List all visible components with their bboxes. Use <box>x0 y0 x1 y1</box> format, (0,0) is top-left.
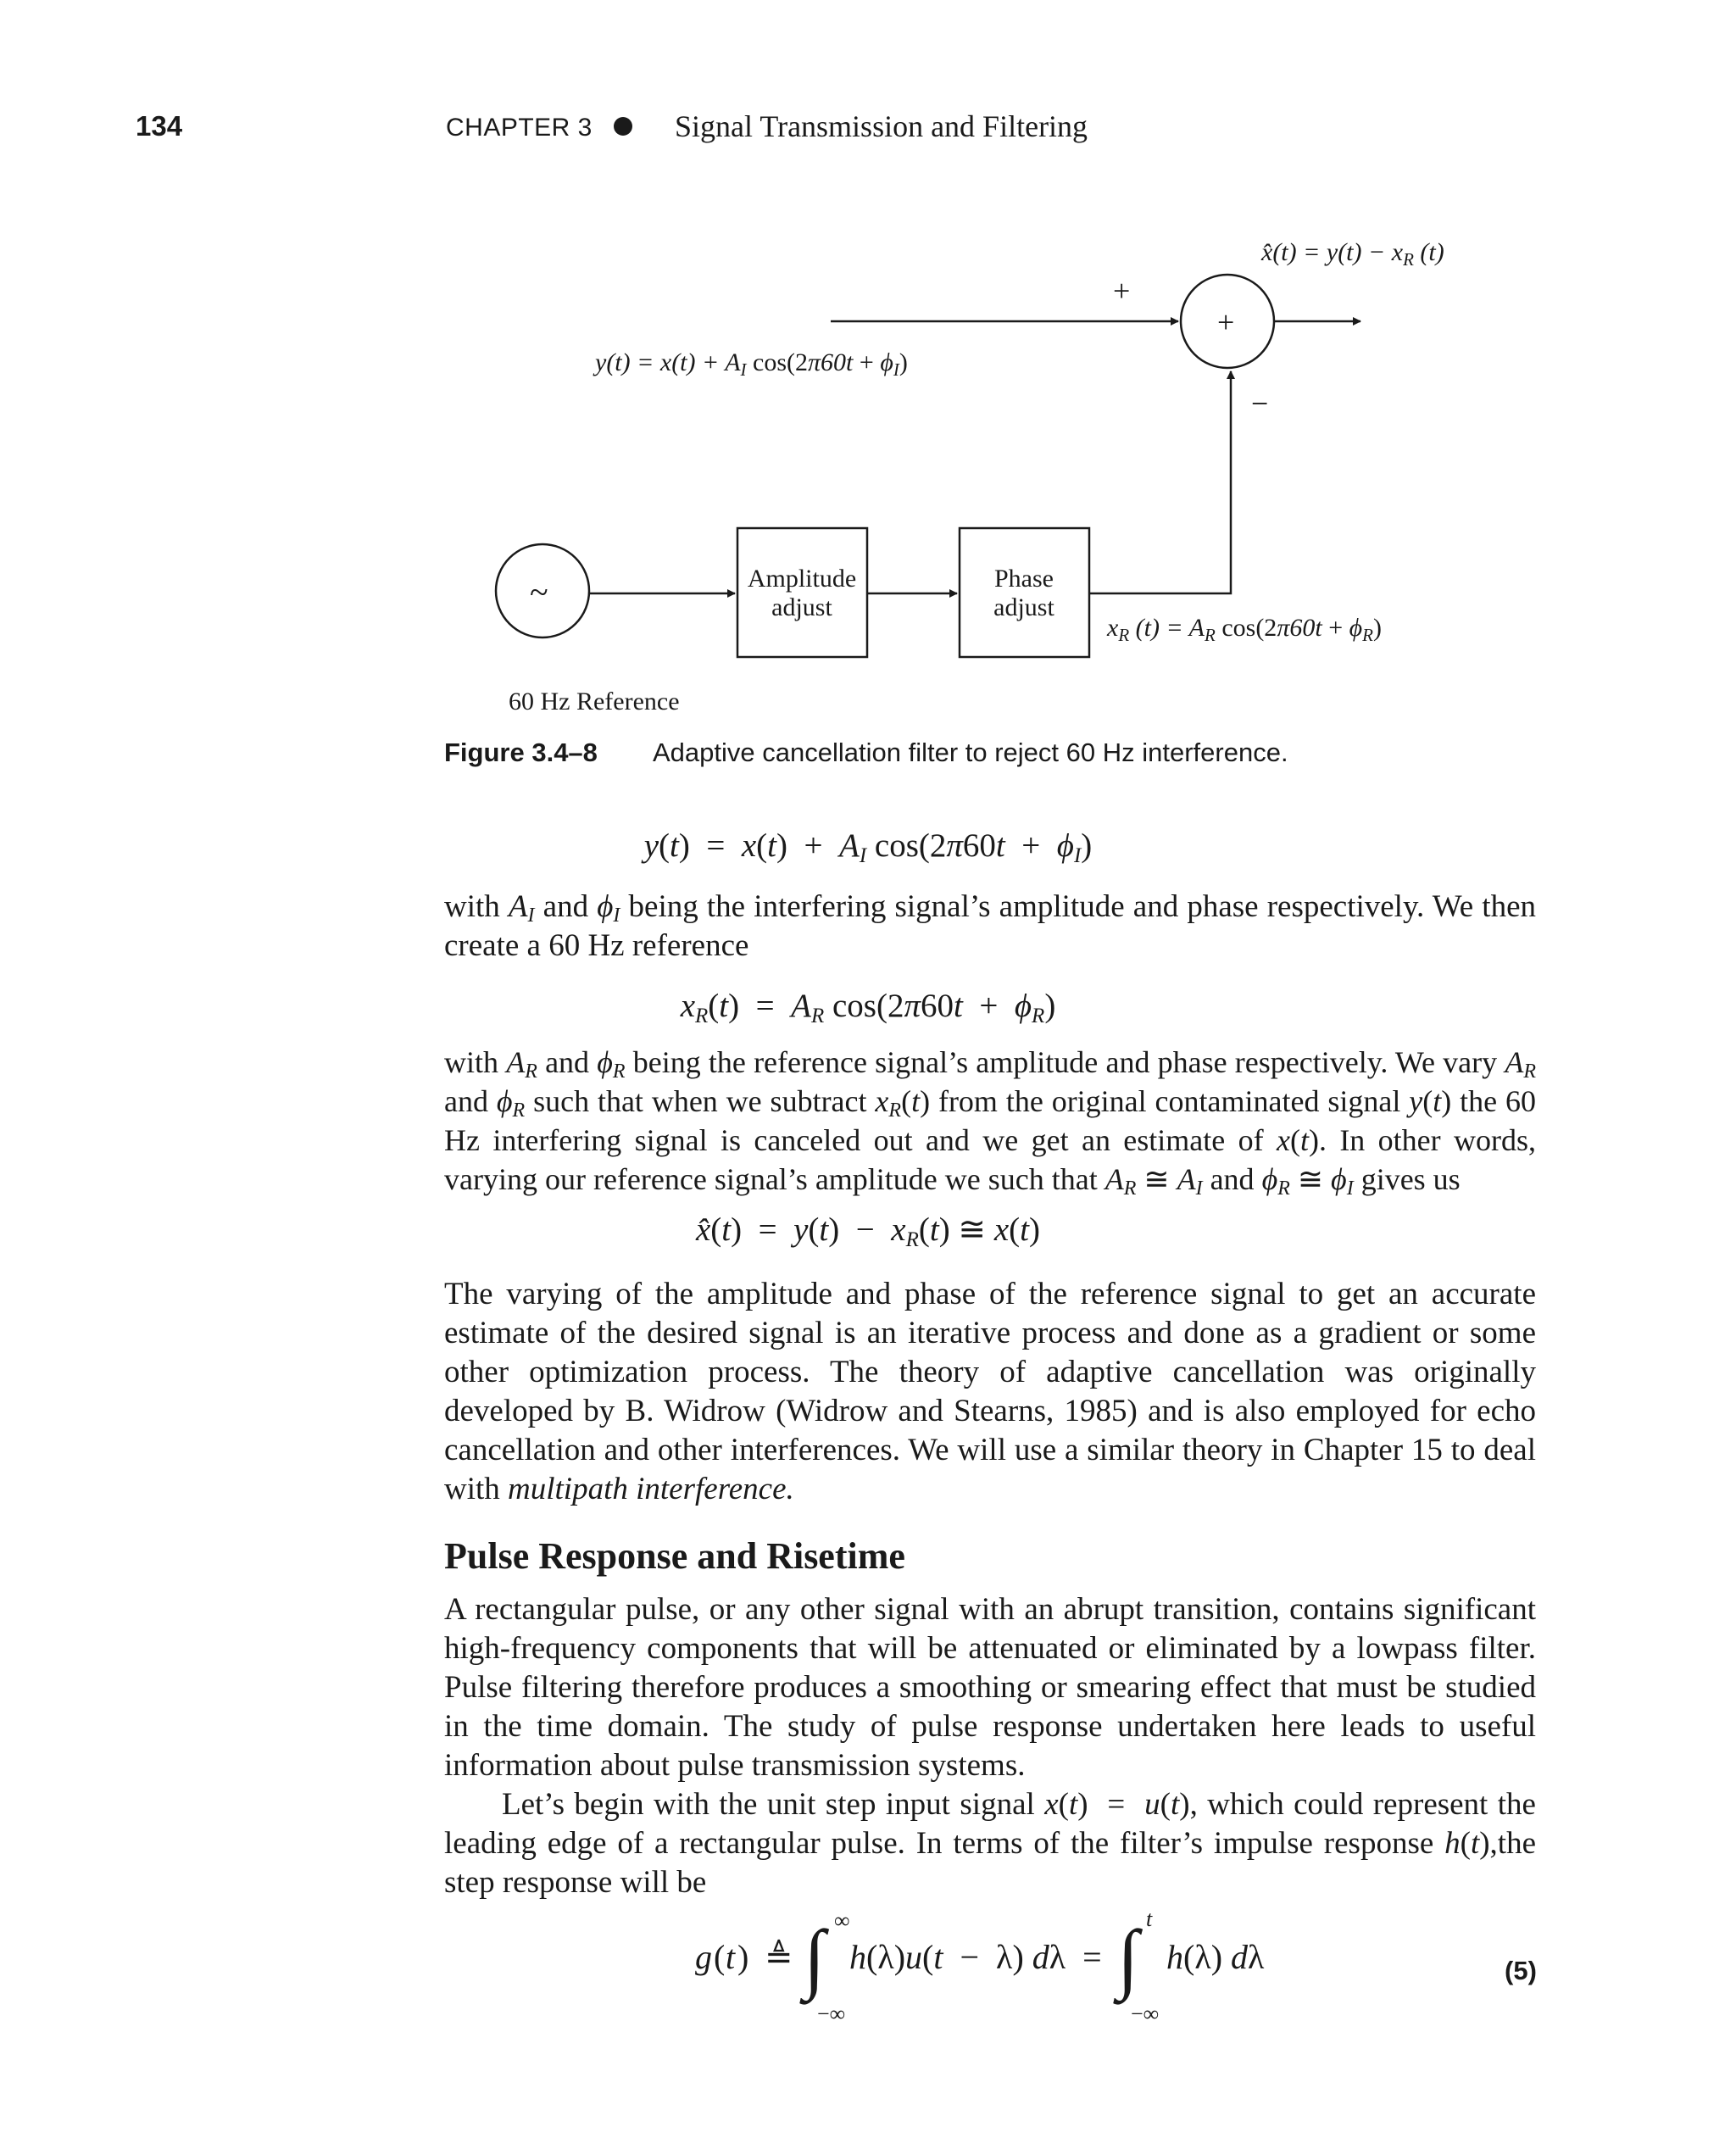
amplitude-adjust-label-2: adjust <box>771 593 832 621</box>
svg-text:t: t <box>1146 1907 1153 1931</box>
paragraph-3-text: The varying of the amplitude and phase of the reference signal to get an accurate estimate of the desired signal is an iterative process and done as a gradient or some other optimization process. The theory of adaptive cancellation was originally developed by B. Widrow (Widrow and Stearns, 1985) and is also employed for echo cancellation and other interferences. We will use a similar theory in Chapter 15 to deal with <box>444 1277 1536 1506</box>
minus-sign: − <box>1251 387 1269 420</box>
output-label: x̂(t) = $y(t) - x_R$ (t) <box>1261 238 1444 270</box>
svg-text:(: ( <box>714 1938 726 1976</box>
paragraph-1: with $A_I$ and $\phi_I$ being the interfering signal’s amplitude and phase respectively. We then create a 60 Hz reference <box>444 889 1536 963</box>
phase-adjust-label-1: Phase <box>994 565 1054 593</box>
svg-text:g: g <box>695 1938 712 1976</box>
figure-caption-text: Adaptive cancellation filter to reject 60 Hz interference. <box>653 738 1288 767</box>
svg-text:t: t <box>726 1938 736 1976</box>
svg-text:h(λ) dλ: h(λ) dλ <box>1166 1938 1265 1976</box>
section-heading: Pulse Response and Risetime <box>444 1535 905 1577</box>
svg-text:h(λ)u(t − λ) dλ =: h(λ)u(t − λ) dλ = <box>849 1938 1102 1976</box>
paragraph-2: with $A_R$ and $\phi_R$ being the reference signal’s amplitude and phase respectively. We vary $A_R$ and $\phi_R$ such that when we subtract $x_R(t)$ from the original contaminated signal y(t) the 60 Hz interfering signal is canceled out and we get an estimate of x(t). In other words, varying our reference signal’s amplitude we such that $A_R$ ≅ $A_I$ and $\phi_R$ ≅ $\phi_I$ gives us <box>444 1045 1536 1200</box>
oscillator-symbol: ~ <box>530 573 548 611</box>
phase-adjust-label-2: adjust <box>993 593 1054 621</box>
equation-xr: $x_R(t) = A_R$ $\cos(2\pi 60t + \phi_R)$ <box>680 988 1056 1027</box>
page-number: 134 <box>136 110 183 142</box>
running-header-chapter: CHAPTER 3 <box>446 114 593 142</box>
reference-label: $x_R$ $(t) = A_R$ $\cos(2\pi 60t + \phi_R)$ <box>1107 614 1382 645</box>
sum-plus-sign: + <box>1217 305 1235 339</box>
input-label: $y(t) = x(t) + A_I$ $\cos(2\pi 60t + \phi_I)$ <box>595 348 908 380</box>
svg-text:−∞: −∞ <box>1131 2001 1160 2026</box>
running-header-title: Signal Transmission and Filtering <box>675 109 1088 143</box>
svg-text:−∞: −∞ <box>817 2001 846 2026</box>
amplitude-adjust-label-1: Amplitude <box>747 565 857 593</box>
svg-text:∞: ∞ <box>834 1908 850 1933</box>
paragraph-3-italic: multipath interference. <box>508 1472 794 1506</box>
paragraph-4: A rectangular pulse, or any other signal with an abrupt transition, contains significant high-frequency components that will be attenuated or eliminated by a lowpass filter. Pulse filtering therefore produces a smoothing or smearing effect that must be studied in the time domain. The study of pulse response undertaken here leads to useful information about pulse transmission systems. <box>444 1592 1536 1783</box>
svg-text:∫: ∫ <box>1117 1914 1139 2001</box>
paragraph-5: Let’s begin with the unit step input signal x(t) = u(t), which could represent the leading edge of a rectangular pulse. In terms of the filter’s impulse response h(t),the step response will be <box>444 1787 1536 1900</box>
figure-caption-label: Figure 3.4–8 <box>444 738 598 767</box>
svg-text:≜: ≜ <box>765 1938 793 1976</box>
svg-text:): ) <box>737 1938 749 1976</box>
equation-xhat: x̂(t) = $y(t) - x_R(t)$ ≅ x(t) <box>695 1211 1041 1251</box>
equation-number: (5) <box>1505 1956 1537 1985</box>
equation-y: $y(t) = x(t) + A_I$ $\cos(2\pi 60t + \phi_I)$ <box>643 827 1093 867</box>
plus-sign-top: + <box>1113 274 1131 308</box>
oscillator-label: 60 Hz Reference <box>509 688 680 715</box>
svg-text:∫: ∫ <box>804 1914 826 2001</box>
